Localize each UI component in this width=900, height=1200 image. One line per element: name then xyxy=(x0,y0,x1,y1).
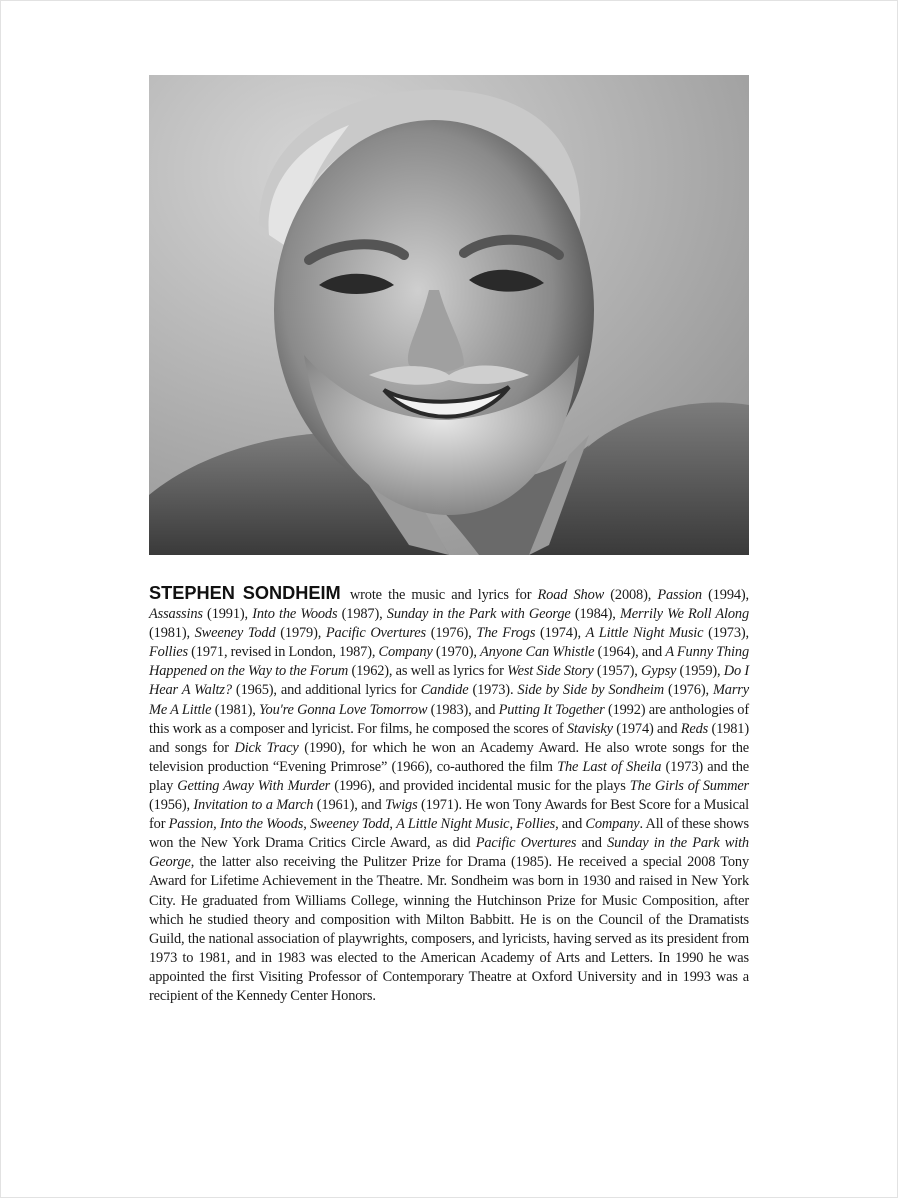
bio-text-segment: (1961), and xyxy=(313,797,385,814)
bio-text-segment: , xyxy=(213,816,220,833)
bio-text-segment: (1971, revised in London, 1987), xyxy=(187,644,379,661)
work-title: Sweeney Todd xyxy=(309,816,390,833)
bio-text-segment: . All of these shows won the New York Drama Critics Circle Award, as did xyxy=(149,816,749,852)
bio-text-segment: (1976), xyxy=(664,682,713,699)
bio-text-segment: and xyxy=(576,835,608,852)
bio-text-segment: (1990), for which he won an Academy Award. He also wrote songs for the television production “Evening Primrose” (1966), co-authored the film xyxy=(149,739,749,775)
work-title: The Frogs xyxy=(476,625,536,642)
work-title: Reds xyxy=(680,720,709,737)
work-title: Follies xyxy=(149,644,188,661)
bio-text-segment: (1973). xyxy=(468,682,518,699)
bio-text-segment: (1959), xyxy=(676,663,724,680)
bio-text-segment: (1976), xyxy=(425,625,477,642)
bio-text-segment: (1979), xyxy=(275,625,326,642)
work-title: Do I Hear A Waltz? xyxy=(149,663,749,699)
work-title: Stavisky xyxy=(566,720,613,737)
bio-text-segment: wrote the music and lyrics for xyxy=(343,587,538,603)
bio-text-segment: , and xyxy=(555,816,586,833)
work-title: Company xyxy=(585,816,640,833)
work-title: You're Gonna Love Tomorrow xyxy=(259,701,428,718)
bio-text-segment: (1973), xyxy=(703,625,749,642)
bio-text-segment: (1983), and xyxy=(427,701,499,718)
work-title: Passion xyxy=(657,587,702,603)
work-title: A Little Night Music xyxy=(585,625,704,642)
work-title: Anyone Can Whistle xyxy=(480,644,595,661)
author-name: STEPHEN SONDHEIM xyxy=(149,583,341,603)
work-title: Pacific Overtures xyxy=(475,835,577,852)
work-title: Into the Woods xyxy=(252,606,338,623)
bio-text-segment: (1971). He won Tony Awards for Best Score for a Musical for xyxy=(149,797,749,833)
bio-text-segment: (1965), and additional lyrics for xyxy=(231,682,421,699)
bio-text-segment: (1956), xyxy=(149,797,194,814)
bio-text-segment: , xyxy=(389,816,397,833)
work-title: West Side Story xyxy=(507,663,594,680)
work-title: Marry Me A Little xyxy=(149,682,749,718)
bio-text-segment: (1964), and xyxy=(594,644,666,661)
work-title: A Little Night Music xyxy=(396,816,510,833)
work-title: Pacific Overtures xyxy=(325,625,426,642)
bio-text-segment: (1981), xyxy=(211,701,260,718)
bio-text-segment: (1957), xyxy=(593,663,642,680)
bio-text-segment: (1981) and songs for xyxy=(149,720,749,756)
work-title: A Funny Thing Happened on the Way to the Forum xyxy=(149,644,749,680)
bio-text-segment: (1981), xyxy=(149,625,195,642)
work-title: Merrily We Roll Along xyxy=(619,606,750,623)
author-portrait-photo xyxy=(149,75,749,555)
work-title: Putting It Together xyxy=(498,701,605,718)
bio-text-segment: , the latter also receiving the Pulitzer Prize for Drama (1985). He received a special 2008 Tony Award for Lifetime Achievement in the Theatre. Mr. Sondheim was born in 1930 and raised in New York City. He graduated from Williams College, winning the Hutchinson Prize for Music Composition, after which he studied theory and composition with Milton Babbitt. He is on the Council of the Dramatists Guild, the national association of playwrights, composers, and lyricists, having served as its president from 1973 to 1981, and in 1983 was elected to the American Academy of Arts and Letters. In 1990 he was appointed the first Visiting Professor of Contemporary Theatre at Oxford University and in 1993 was a recipient of the Kennedy Center Honors. xyxy=(149,854,749,1004)
work-title: Road Show xyxy=(537,587,605,603)
work-title: Passion xyxy=(168,816,214,833)
work-title: Twigs xyxy=(384,797,418,814)
bio-text-segment: (1984), xyxy=(570,606,620,623)
biography-text xyxy=(149,587,749,1004)
work-title: Assassins xyxy=(149,606,203,623)
work-title: Sunday in the Park with George xyxy=(149,835,749,871)
work-title: The Last of Sheila xyxy=(557,758,662,775)
work-title: Candide xyxy=(420,682,469,699)
bio-text-segment: (1962), as well as lyrics for xyxy=(348,663,508,680)
portrait-illustration xyxy=(149,75,749,555)
bio-text-segment: (2008), xyxy=(604,587,658,603)
work-title: The Girls of Summer xyxy=(629,777,750,794)
work-title: Into the Woods xyxy=(219,816,304,833)
bio-text-segment: (1996), and provided incidental music for the plays xyxy=(330,777,630,794)
work-title: Gypsy xyxy=(641,663,677,680)
work-title: Company xyxy=(378,644,433,661)
bio-text-segment: (1992) are anthologies of this work as a composer and lyricist. For films, he composed the scores of xyxy=(149,701,749,737)
bio-text-segment: (1973) and the play xyxy=(149,758,749,794)
bio-text-segment: (1991), xyxy=(202,606,253,623)
work-title: Dick Tracy xyxy=(234,739,299,756)
work-title: Sunday in the Park with George xyxy=(386,606,571,623)
work-title: Follies xyxy=(516,816,556,833)
work-title: Invitation to a March xyxy=(193,797,314,814)
bio-text-segment: (1974), xyxy=(535,625,586,642)
author-biography xyxy=(149,584,749,1006)
bio-text-segment: (1987), xyxy=(337,606,387,623)
bio-text-segment: (1974) and xyxy=(612,720,681,737)
work-title: Getting Away With Murder xyxy=(177,777,331,794)
work-title: Sweeney Todd xyxy=(194,625,276,642)
work-title: Side by Side by Sondheim xyxy=(517,682,664,699)
bio-text-segment: , xyxy=(303,816,310,833)
bio-text-segment: (1970), xyxy=(432,644,481,661)
bio-text-segment: , xyxy=(509,816,517,833)
bio-text-segment: (1994), xyxy=(701,587,750,603)
